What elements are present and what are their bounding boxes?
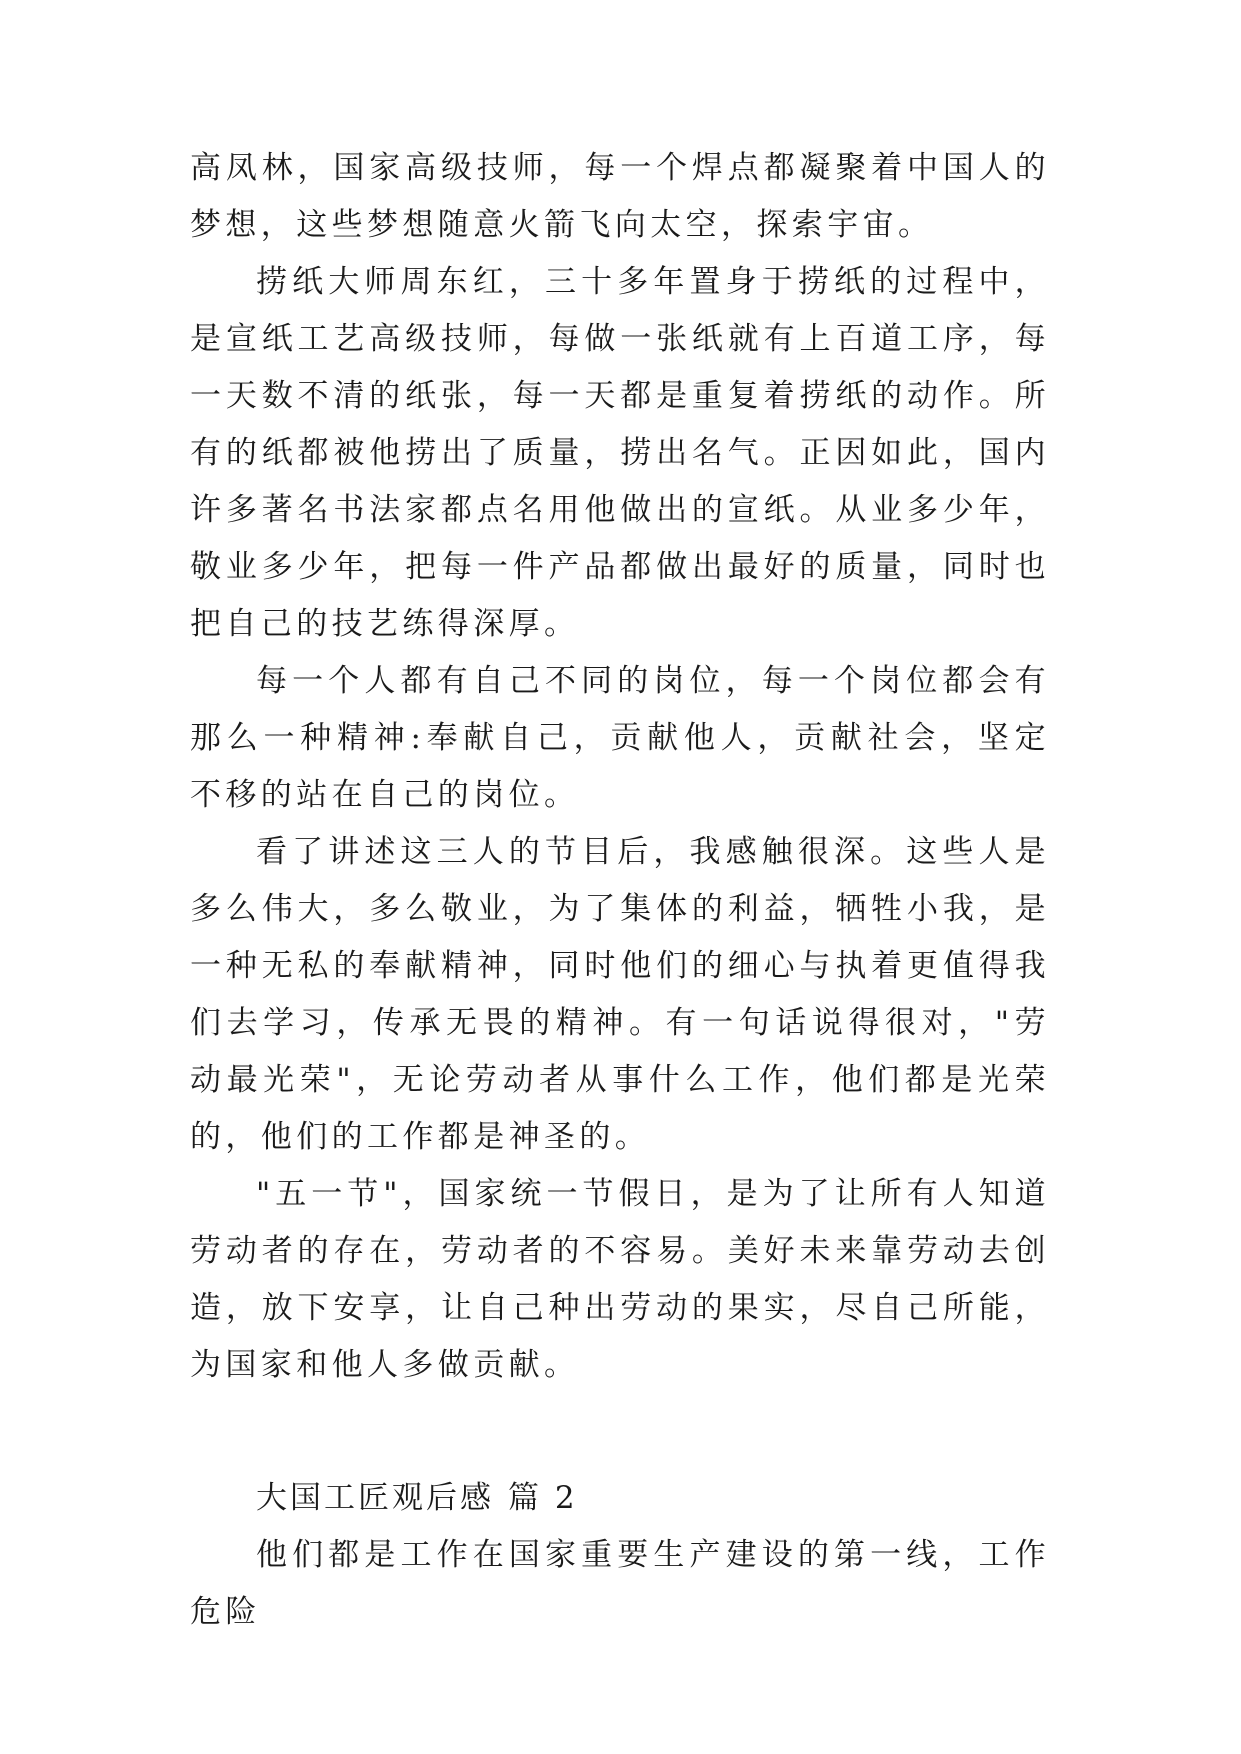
paragraph-6: 他们都是工作在国家重要生产建设的第一线，工作危险 — [190, 1537, 1050, 1630]
section-heading — [190, 1470, 1050, 1527]
paragraph-2: 捞纸大师周东红，三十多年置身于捞纸的过程中，是宣纸工艺高级技师，每做一张纸就有上百道工序，每一天数不清的纸张，每一天都是重复着捞纸的动作。所有的纸都被他捞出了质量，捞出名气。正因如此，国内许多著名书法家都点名用他做出的宣纸。从业多少年，敬业多少年，把每一件产品都做出最好的质量，同时也把自己的技艺练得深厚。 — [190, 264, 1050, 642]
paragraph-1: 高凤林，国家高级技师，每一个焊点都凝聚着中国人的梦想，这些梦想随意火箭飞向太空，探索宇宙。 — [190, 150, 1050, 243]
paragraph-5: "五一节"，国家统一节假日，是为了让所有人知道劳动者的存在，劳动者的不容易。美好未来靠劳动去创造，放下安享，让自己种出劳动的果实，尽自己所能，为国家和他人多做贡献。 — [190, 1176, 1050, 1383]
paragraph-3: 每一个人都有自己不同的岗位，每一个岗位都会有那么一种精神:奉献自己，贡献他人，贡献社会，坚定不移的站在自己的岗位。 — [190, 663, 1050, 813]
section-number: 篇 2 — [508, 1480, 578, 1516]
section-title: 大国工匠观后感 — [256, 1480, 494, 1516]
document-page — [190, 140, 1050, 1641]
paragraph-4: 看了讲述这三人的节目后，我感触很深。这些人是多么伟大，多么敬业，为了集体的利益，牺牲小我，是一种无私的奉献精神，同时他们的细心与执着更值得我们去学习，传承无畏的精神。有一句话说得很对，"劳动最光荣"，无论劳动者从事什么工作，他们都是光荣的，他们的工作都是神圣的。 — [190, 834, 1050, 1155]
